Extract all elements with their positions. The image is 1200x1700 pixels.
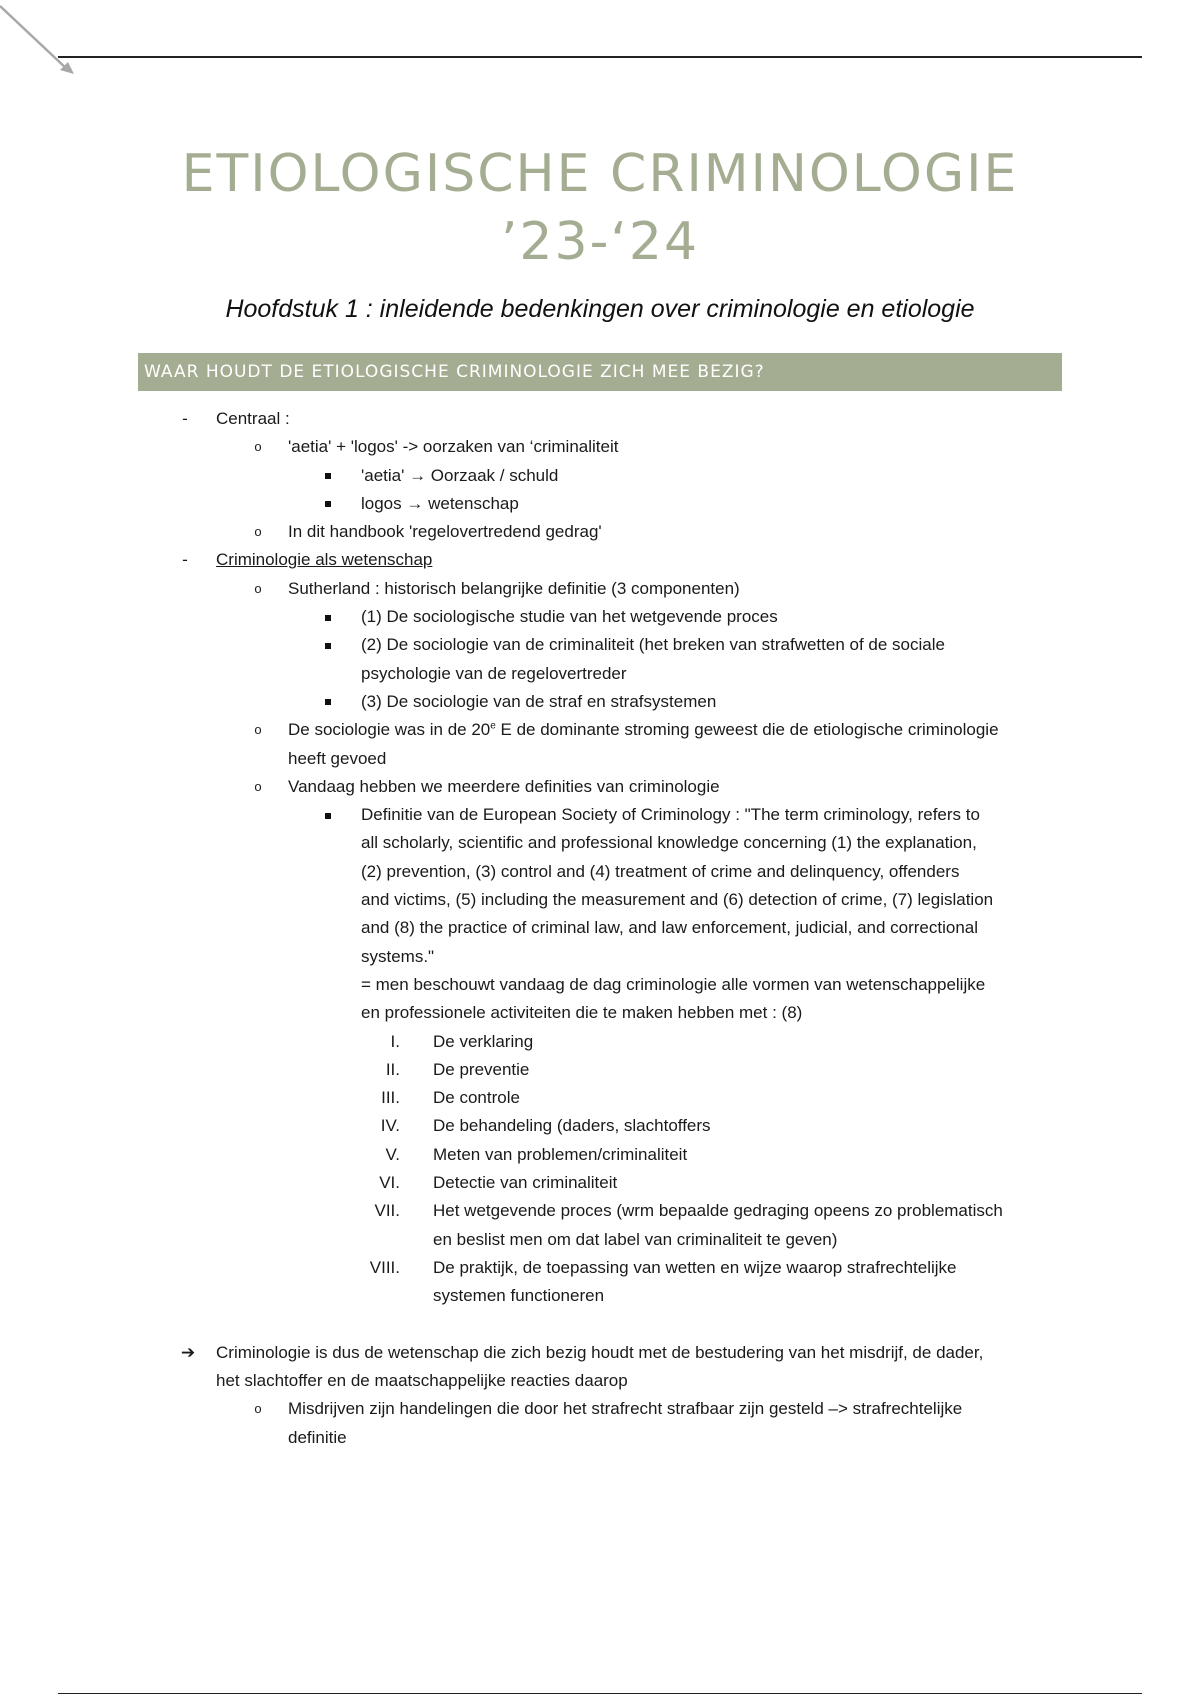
list-text: heeft gevoed: [288, 748, 387, 768]
list-text: De preventie: [433, 1059, 530, 1079]
title-line-1: ETIOLOGISCHE CRIMINOLOGIE: [181, 144, 1019, 204]
list-item: [0, 462, 1200, 490]
list-text: Sutherland : historisch belangrijke definitie (3 componenten): [288, 578, 740, 598]
text-fragment: De sociologie was in de 20: [288, 720, 491, 740]
corner-arrow-decoration: [0, 0, 90, 90]
list-text: and (8) the practice of criminal law, and law enforcement, judicial, and correctional: [361, 918, 979, 938]
list-text-continuation: [0, 1282, 1200, 1310]
list-text: 'aetia' + 'logos' -> oorzaken van ‘criminaliteit: [288, 437, 619, 457]
roman-list-item: [0, 1112, 1200, 1140]
roman-numeral: VIII.: [369, 1257, 400, 1277]
text-fragment: E de dominante stroming geweest die de etiologische criminologie: [495, 720, 999, 740]
circle-bullet: o: [254, 1401, 262, 1417]
roman-list-item: [0, 1169, 1200, 1197]
circle-bullet: o: [254, 722, 262, 738]
roman-numeral: VI.: [379, 1173, 400, 1193]
list-text: Criminologie als wetenschap: [216, 550, 433, 570]
list-text: systems.": [361, 946, 435, 966]
list-text-continuation: [0, 971, 1200, 999]
dash-bullet: -: [182, 550, 188, 570]
list-text: De controle: [433, 1088, 520, 1108]
roman-list-item: [0, 1084, 1200, 1112]
list-text: Detectie van criminaliteit: [433, 1173, 618, 1193]
list-item: [0, 631, 1200, 659]
roman-list-item: [0, 1056, 1200, 1084]
header-rule: [58, 56, 1142, 58]
list-item: [0, 1339, 1200, 1367]
list-text: Meten van problemen/criminaliteit: [433, 1144, 688, 1164]
list-text: psychologie van de regelovertreder: [361, 663, 627, 683]
list-text: (2) prevention, (3) control and (4) treatment of crime and delinquency, offenders: [361, 861, 960, 881]
roman-numeral: III.: [381, 1088, 400, 1108]
list-text-continuation: [0, 1367, 1200, 1395]
list-item: [0, 773, 1200, 801]
list-text: De praktijk, de toepassing van wetten en wijze waarop strafrechtelijke: [433, 1257, 957, 1277]
roman-list-item: [0, 1254, 1200, 1282]
list-text-continuation: [0, 1424, 1200, 1452]
list-text: Het wetgevende proces (wrm bepaalde gedraging opeens zo problematisch: [433, 1201, 1003, 1221]
list-item: [0, 546, 1200, 574]
roman-numeral: VII.: [374, 1201, 400, 1221]
roman-numeral: V.: [385, 1144, 400, 1164]
circle-bullet: o: [254, 524, 262, 540]
roman-numeral: II.: [385, 1059, 400, 1079]
list-text: all scholarly, scientific and professional knowledge concerning (1) the explanation,: [361, 833, 977, 853]
list-text: Criminologie is dus de wetenschap die zich bezig houdt met de bestudering van het misdrijf, de dader,: [216, 1342, 984, 1362]
list-text: Centraal :: [216, 409, 290, 428]
arrow-bullet-icon: ➔: [180, 1342, 196, 1362]
list-text: definitie: [288, 1427, 347, 1447]
list-text: het slachtoffer en de maatschappelijke reacties daarop: [216, 1371, 628, 1391]
list-text: en professionele activiteiten die te maken hebben met : (8): [361, 1003, 803, 1023]
circle-bullet: o: [254, 580, 262, 596]
roman-numeral: IV.: [380, 1116, 400, 1136]
list-text-continuation: [0, 1226, 1200, 1254]
list-item: [0, 716, 1200, 744]
list-item: [0, 405, 1200, 433]
dash-bullet: -: [182, 409, 188, 428]
list-text: logos → wetenschap: [361, 493, 519, 513]
list-text-continuation: [0, 886, 1200, 914]
list-item: [0, 603, 1200, 631]
list-text: (2) De sociologie van de criminaliteit (het breken van strafwetten of de sociale: [361, 635, 945, 655]
list-text-continuation: [0, 914, 1200, 942]
list-text: = men beschouwt vandaag de dag criminologie alle vormen van wetenschappelijke: [361, 974, 986, 994]
list-text-continuation: [0, 829, 1200, 857]
list-text: systemen functioneren: [433, 1286, 605, 1306]
roman-numeral: I.: [390, 1031, 400, 1051]
roman-list-item: [0, 1028, 1200, 1056]
list-text: Vandaag hebben we meerdere definities van criminologie: [288, 776, 720, 796]
document-body: [0, 405, 1200, 1452]
square-bullet: [322, 688, 334, 716]
list-text: Misdrijven zijn handelingen die door het strafrecht strafbaar zijn gesteld –> strafrechtelijke: [288, 1399, 963, 1419]
roman-list-item: [0, 1141, 1200, 1169]
section-heading: WAAR HOUDT DE ETIOLOGISCHE CRIMINOLOGIE ZICH MEE BEZIG?: [138, 353, 1062, 391]
list-item: [0, 801, 1200, 829]
footer-rule: [58, 1693, 1142, 1694]
square-bullet: [322, 801, 334, 829]
list-text: Definitie van de European Society of Criminology : "The term criminology, refers to: [361, 805, 980, 825]
list-item: [0, 688, 1200, 716]
square-bullet: [322, 462, 334, 490]
superscript: e: [490, 720, 496, 732]
list-item: [0, 490, 1200, 518]
circle-bullet: o: [254, 439, 262, 455]
roman-list-item: [0, 1197, 1200, 1225]
square-bullet: [322, 631, 334, 659]
square-bullet: [322, 603, 334, 631]
chapter-subtitle: Hoofdstuk 1 : inleidende bedenkingen over criminologie en etiologie: [225, 295, 975, 323]
list-text-continuation: [0, 858, 1200, 886]
list-item: [0, 575, 1200, 603]
list-text: 'aetia' → Oorzaak / schuld: [361, 465, 559, 485]
document-title: [0, 140, 1200, 276]
list-text: en beslist men om dat label van criminaliteit te geven): [433, 1229, 838, 1249]
circle-bullet: o: [254, 778, 262, 794]
list-item: [0, 433, 1200, 461]
list-text-continuation: [0, 745, 1200, 773]
list-text: De verklaring: [433, 1031, 534, 1051]
list-text: De behandeling (daders, slachtoffers: [433, 1116, 711, 1136]
list-text-continuation: [0, 943, 1200, 971]
list-item: [0, 1395, 1200, 1423]
list-text-continuation: [0, 999, 1200, 1027]
list-text: [288, 716, 999, 744]
list-text-continuation: [0, 660, 1200, 688]
list-item: [0, 518, 1200, 546]
blank-line: [0, 1311, 1200, 1339]
list-text: (1) De sociologische studie van het wetgevende proces: [361, 607, 778, 627]
title-line-2: ’23-‘24: [500, 212, 700, 272]
square-bullet: [322, 490, 334, 518]
list-text: In dit handbook 'regelovertredend gedrag': [288, 522, 602, 542]
list-text: and victims, (5) including the measurement and (6) detection of crime, (7) legislation: [361, 890, 994, 910]
list-text: (3) De sociologie van de straf en strafsystemen: [361, 691, 717, 711]
